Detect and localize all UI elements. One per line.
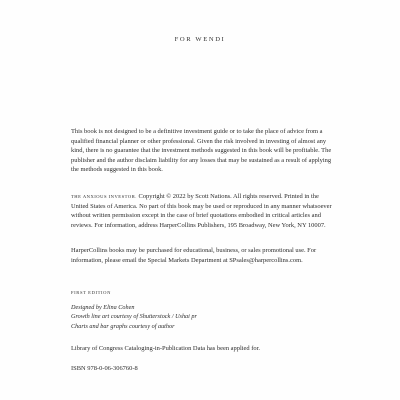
book-title: THE ANXIOUS INVESTOR. — [71, 194, 137, 199]
credit-line-art: Growth line art courtesy of Shutterstock / Ushai pr — [71, 313, 197, 321]
copyright-paragraph — [71, 192, 333, 230]
disclaimer-paragraph: This book is not designed to be a definitive investment guide or to take the place of advice from a qualified financial planner or other professional. Given the risk involved in investing of almost any kind, there is no guarantee that the investment methods suggested in this book will be profitable. The publisher and the author disclaim liability for any losses that may be sustained as a result of applying the methods suggested in this book. — [71, 128, 332, 174]
copyright-text: Copyright © 2022 by Scott Nations. All rights reserved. Printed in the United States of America. No part of this book may be used or reproduced in any manner whatsoever without written permission except in the case of brief quotations embodied in critical articles and reviews. For information, address HarperCollins Publishers, 195 Broadway, New York, NY 10007. — [71, 193, 332, 229]
edition-label: FIRST EDITION — [71, 290, 111, 295]
dedication: FOR WENDI — [174, 36, 226, 43]
credit-designer: Designed by Elina Cohen — [71, 304, 135, 311]
credits-list — [71, 303, 333, 331]
credit-charts: Charts and bar graphs courtesy of author — [71, 322, 175, 330]
isbn: ISBN 978-0-06-306760-8 — [71, 365, 138, 372]
loc-statement: Library of Congress Cataloging-in-Publication Data has been applied for. — [71, 345, 260, 352]
sales-paragraph: HarperCollins books may be purchased for educational, business, or sales promotional use. For information, please email the Special Markets Department at SPsales@harpercollins.com. — [71, 247, 317, 264]
